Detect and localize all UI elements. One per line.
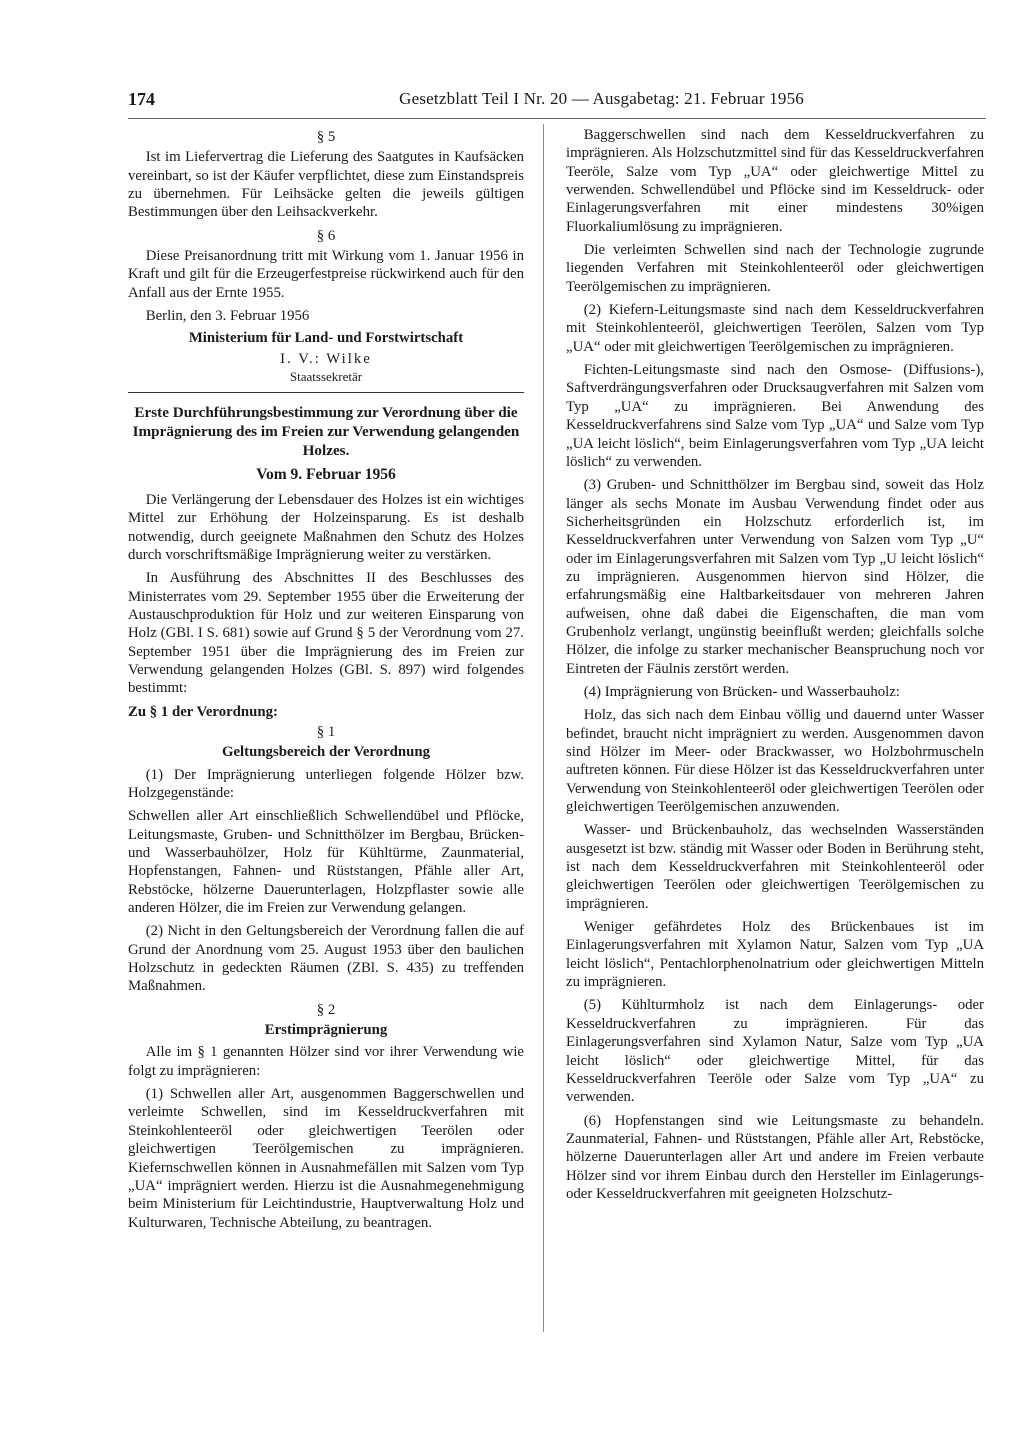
paragraph-2-heading: § 2 [316, 1001, 336, 1018]
paragraph-2-item-1: (1) Schwellen aller Art, ausgenommen Baggerschwellen und verleimte Schwellen, sind im Kesseldruckverfahren mit Steinkohlenteeröl oder gleichwertigen Teerölen oder gleichwertigen Teerölgemischen zu imprägnieren. Kiefernschwellen können in Ausnahmefällen mit Salzen vom Typ „UA“ imprägniert werden. Hierzu ist die Ausnahmegenehmigung beim Ministerium für Leichtindustrie, Hauptverwaltung Holz und Kulturwaren, Technische Abteilung, zu beantragen. [128, 1086, 524, 1231]
paragraph-1-list: Schwellen aller Art einschließlich Schwellendübel und Pflöcke, Leitungsmaste, Gruben- und Schnitthölzer im Bergbau, Brücken- und Wasserbauhölzer, Holz für Kühltürme, Zaunmaterial, Hopfenstangen, Fahnen- und Rüststangen, Pfähle aller Art, Rebstöcke, hölzerne Dauerunterlagen, Holzpflaster sowie alle anderen Hölzer, die im Freien zur Verwendung gelangen. [128, 808, 524, 917]
paragraph-1-title: Geltungsbereich der Verordnung [221, 744, 430, 761]
paragraph-1-item-2: (2) Nicht in den Geltungsbereich der Verordnung fallen die auf Grund der Anordnung vom 25. August 1953 über den baulichen Holzschutz in gedeckten Räumen (ZBl. S. 435) zu treffenden Maßnahmen. [128, 923, 524, 995]
document-title: Erste Durchführungsbestimmung zur Verordnung über die Imprägnierung des im Freien zur Verwendung gelangenden Holzes. [132, 404, 520, 460]
right-paragraph-1: Baggerschwellen sind nach dem Kesseldruckverfahren zu imprägnieren. Als Holzschutzmittel sind für das Kesseldruckverfahren Teeröle, Salze vom Typ „UA“ oder gleichwertige Mittel zu verwenden. Schwellendübel und Pflöcke sind im Kesseldruck- oder Einlagerungsverfahren mit einer mindestens 30%igen Fluorkaliumlösung zu imprägnieren. [566, 127, 984, 235]
intro-paragraph-2: In Ausführung des Abschnittes II des Beschlusses des Ministerrates vom 29. September 1955 über die Erweiterung der Austauschproduktion für Holz und zur weiteren Einsparung von Holz (GBl. I S. 681) sowie auf Grund § 5 der Verordnung vom 27. September 1951 über die Imprägnierung des im Freien zur Verwendung gelangenden Holzes (GBl. S. 897) wird folgendes bestimmt: [128, 570, 524, 697]
right-paragraph-5: (3) Gruben- und Schnitthölzer im Bergbau sind, soweit das Holz länger als sechs Monate im Ausbau Verwendung findet oder aus Sicherheitsgründen ein Holzschutz erforderlich ist, im Kesseldruckverfahren unter Verwendung von Salzen vom Typ „U“ oder im Einlagerungsverfahren mit Salzen vom Typ „U leicht löslich“ zu imprägnieren. Ausgenommen hiervon sind Hölzer, die erfahrungsmäßig eine Haltbarkeitsdauer von mehreren Jahren aufweisen, ohne daß dabei die Eigenschaften, die man vom Grubenholz verlangt, ungünstig beeinflußt werden; gleichfalls solche Hölzer, die infolge zu starker mechanischer Beanspruchung noch vor Eintreten der Fäulnis zerstört werden. [566, 477, 984, 677]
paragraph-1-item-1: (1) Der Imprägnierung unterliegen folgende Hölzer bzw. Holzgegenstände: [128, 766, 524, 801]
signer-name: I. V.: Wilke [280, 350, 372, 367]
right-paragraph-9: Weniger gefährdetes Holz des Brückenbaues ist im Einlagerungsverfahren mit Xylamon Natur, Salzen vom Typ „UA leicht löslich“, Pentachlorphenolnatrium oder gleichwertigen Mitteln zu imprägnieren. [566, 919, 984, 991]
page-number: 174 [128, 89, 155, 109]
intro-paragraph-1: Die Verlängerung der Lebensdauer des Holzes ist ein wichtiges Mittel zur Erhöhung der Holzeinsparung. Es ist deshalb notwendig, durch geeignete Maßnahmen den Schutz des Holzes durch vorschriftsmäßige Imprägnierung weiter zu verstärken. [128, 491, 524, 563]
place-and-date: Berlin, den 3. Februar 1956 [145, 308, 310, 325]
section-6-text: Diese Preisanordnung tritt mit Wirkung vom 1. Januar 1956 in Kraft und gilt für die Erzeugerfestpreise rückwirkend auch für den Anfall aus der Ernte 1955. [128, 248, 524, 301]
right-paragraph-11: (6) Hopfenstangen sind wie Leitungsmaste zu behandeln. Zaunmaterial, Fahnen- und Rüststangen, Pfähle aller Art, Rebstöcke, hölzerne Dauerunterlagen aller Art und andere im Freien verbaute Hölzer sind vor ihrem Einbau durch den Hersteller im Einlagerungs- oder Kesseldruckverfahren mit geeigneten Holzschutz- [566, 1112, 984, 1202]
section-5-heading: § 5 [316, 129, 336, 145]
right-paragraph-2: Die verleimten Schwellen sind nach der Technologie zugrunde liegenden Verfahren mit Steinkohlenteeröl oder gleichwertigen Teerölgemischen zu imprägnieren. [566, 242, 984, 295]
section-6-heading: § 6 [316, 227, 336, 244]
right-paragraph-10: (5) Kühlturmholz ist nach dem Einlagerungs- oder Kesseldruckverfahren zu imprägnieren. Für das Einlagerungsverfahren sind Xylamon Natur, Salze vom Typ „UA leicht löslich“ oder gleichwertige Mittel, für das Kesseldruckverfahren Teeröle oder Salze vom Typ „UA“ zu verwenden. [566, 997, 984, 1106]
paragraph-1-heading: § 1 [316, 723, 336, 740]
ministry-name: Ministerium für Land- und Forstwirtschaft [188, 330, 464, 347]
right-paragraph-6: (4) Imprägnierung von Brücken- und Wasserbauholz: [583, 683, 900, 700]
section-divider [128, 392, 524, 393]
paragraph-2-title: Erstimprägnierung [264, 1022, 388, 1039]
paragraph-2-intro: Alle im § 1 genannten Hölzer sind vor ihrer Verwendung wie folgt zu imprägnieren: [128, 1044, 524, 1079]
section-5-text: Ist im Liefervertrag die Lieferung des Saatgutes in Kaufsäcken vereinbart, so ist der Käufer verpflichtet, diese zum Einstandspreis zu übernehmen. Für Leihsäcke gelten die jeweils gültigen Bestimmungen über den Leihsackverkehr. [128, 149, 524, 221]
running-head: Gesetzblatt Teil I Nr. 20 — Ausgabetag: 21. Februar 1956 [399, 89, 804, 108]
right-paragraph-8: Wasser- und Brückenbauholz, das wechselnden Wasserständen ausgesetzt ist bzw. ständig mit Wasser oder Boden in Berührung steht, ist nach dem Kesseldruckverfahren mit Steinkohlenteeröl oder gleichwertigen Teerölen oder gleichwertigen Teerölgemischen zu imprägnieren. [566, 822, 984, 912]
header-rule [128, 118, 986, 119]
column-divider [543, 124, 544, 1332]
page-header [128, 86, 804, 116]
right-paragraph-7: Holz, das sich nach dem Einbau völlig und dauernd unter Wasser befindet, braucht nicht imprägniert zu werden. Ausgenommen davon sind Hölzer im Meer- oder Brackwasser, wo Holzbohrmuscheln auftreten können. Für diese Hölzer ist das Kesseldruckverfahren unter Verwendung von Steinkohlenteeröl oder gleichwertigen Teerölen oder gleichwertigen Teerölgemischen anzuwenden. [566, 707, 984, 816]
zu-paragraph-heading: Zu § 1 der Verordnung: [128, 703, 278, 720]
document-date: Vom 9. Februar 1956 [256, 466, 396, 484]
right-paragraph-3: (2) Kiefern-Leitungsmaste sind nach dem Kesseldruckverfahren mit Steinkohlenteeröl, gleichwertigen Teerölen, Salzen vom Typ „UA“ oder mit gleichwertigen Teerölgemischen zu imprägnieren. [566, 302, 984, 355]
right-column [566, 126, 984, 1208]
right-paragraph-4: Fichten-Leitungsmaste sind nach den Osmose- (Diffusions-), Saftverdrängungsverfahren oder Drucksaugverfahren mit Salzen vom Typ „UA“ zu imprägnieren. Bei Anwendung des Kesseldruckverfahrens sind Salze vom Typ „UA“ und Salze vom Typ „UA leicht löslich“, beim Einlagerungsverfahren vom Typ „UA leicht löslich“ zu verwenden. [566, 362, 984, 470]
left-column [128, 126, 524, 1237]
signer-role: Staatssekretär [289, 369, 363, 385]
